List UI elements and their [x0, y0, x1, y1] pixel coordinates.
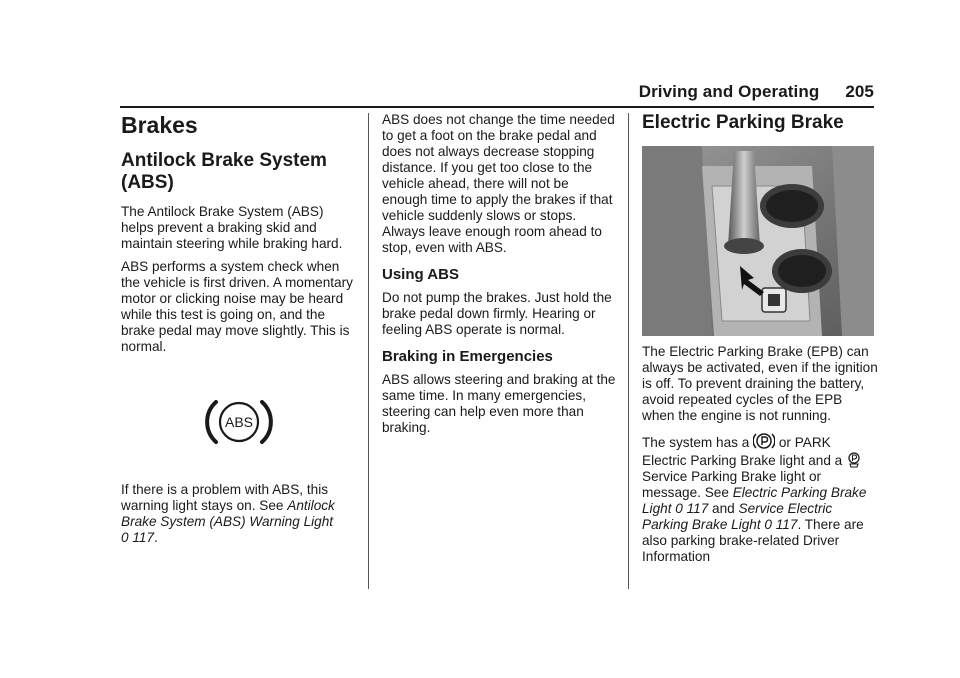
running-header	[639, 82, 874, 102]
ref-page-117-b[interactable]: 0 117	[764, 517, 798, 532]
page-number: 205	[845, 82, 874, 101]
text-abs-problem: If there is a problem with ABS, this warning light stays on. See	[121, 482, 329, 513]
text-period: .	[154, 530, 158, 545]
abs-icon-text: ABS	[224, 414, 254, 430]
paragraph-abs-problem	[121, 482, 357, 546]
column-3	[642, 112, 878, 572]
paragraph-braking-emergencies: ABS allows steering and braking at the same time. In many emergencies, steering can help even more than braking.	[382, 372, 616, 435]
paragraph-abs-stopping: ABS does not change the time needed to get a foot on the brake pedal and does not always decrease stopping distance. If you get too close to the vehicle ahead, there will not be enough time to apply the brakes if that vehicle suddenly slows or stops. Always leave enough room ahead to stop, even with ABS.	[382, 112, 615, 255]
paragraph-epb-lights	[642, 431, 878, 565]
text-service-light: Service Parking Brake light or message. See	[642, 469, 822, 500]
service-park-brake-icon	[846, 451, 862, 469]
header-rule	[120, 106, 874, 108]
subsection-heading-abs: Antilock Brake System (ABS)	[121, 150, 327, 193]
text-system-has: The system has a	[642, 435, 754, 450]
section-title: Driving and Operating	[638, 82, 820, 101]
paragraph-using-abs: Do not pump the brakes. Just hold the brake pedal down firmly. Hearing or feeling ABS operate is normal.	[382, 290, 612, 337]
column-divider-2	[628, 113, 629, 589]
epb-console-photo	[642, 146, 874, 336]
column-1	[121, 112, 357, 553]
column-2	[382, 112, 616, 443]
ref-page-117-a[interactable]: 0 117	[675, 501, 709, 516]
heading-braking-emergencies: Braking in Emergencies	[382, 348, 553, 365]
link-epb-light[interactable]: Electric Parking Brake Light	[642, 485, 867, 516]
section-heading-epb: Electric Parking Brake	[642, 112, 844, 133]
link-service-epb-light[interactable]: Service Electric Parking Brake Light	[642, 501, 833, 532]
heading-using-abs: Using ABS	[382, 266, 459, 283]
link-abs-warning-light[interactable]: Antilock Brake System (ABS) Warning Light	[121, 498, 335, 529]
section-heading-brakes: Brakes	[121, 112, 198, 138]
paragraph-abs-check: ABS performs a system check when the vehicle is first driven. A momentary motor or clicking noise may be heard while this test is going on, and the brake pedal may move slightly. This is normal.	[121, 259, 353, 354]
text-park-light: or PARK Electric Parking Brake light and a	[642, 435, 847, 468]
column-divider-1	[368, 113, 369, 589]
text-driver-info: . There are also parking brake-related Driver Information	[642, 517, 864, 564]
text-and: and	[708, 501, 739, 516]
ref-page-117[interactable]: 0 117	[121, 530, 155, 545]
paragraph-epb-intro: The Electric Parking Brake (EPB) can always be activated, even if the ignition is off. To prevent draining the battery, avoid repeated cycles of the EPB when the engine is not running.	[642, 344, 878, 423]
page-header	[120, 82, 874, 106]
abs-warning-icon	[204, 396, 274, 448]
paragraph-abs-intro: The Antilock Brake System (ABS) helps prevent a braking skid and maintain steering while braking hard.	[121, 204, 343, 251]
park-brake-icon	[753, 431, 775, 451]
abs-warning-light-figure	[121, 362, 357, 482]
